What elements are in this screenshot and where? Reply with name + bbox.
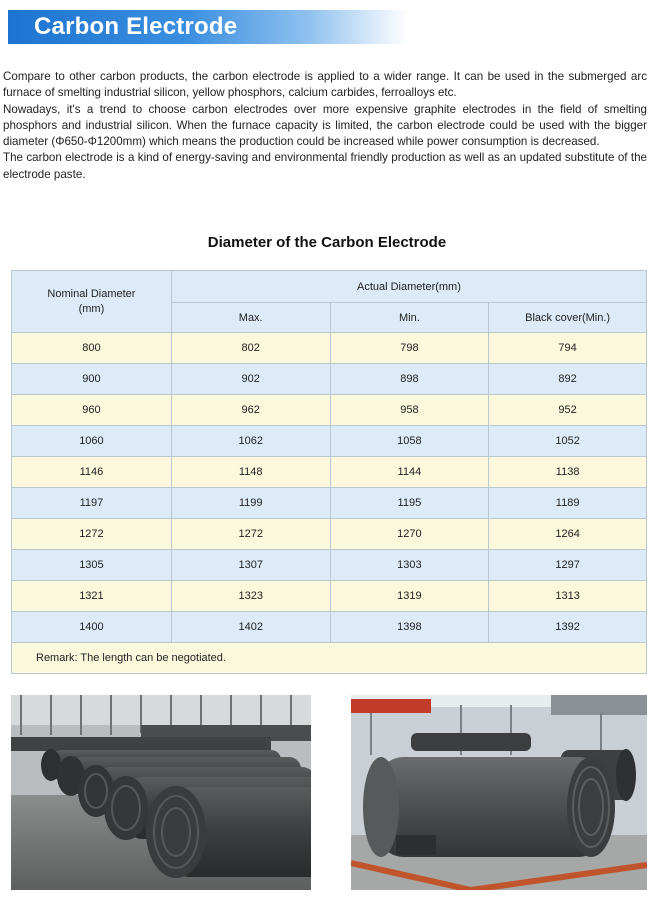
nominal-cell: 1305: [12, 550, 172, 581]
title-banner: [8, 10, 408, 44]
black-cover-cell: 1392: [489, 612, 647, 643]
nominal-cell: 1060: [12, 426, 172, 457]
nominal-diameter-header: [12, 271, 172, 333]
max-cell: 1307: [171, 550, 330, 581]
min-cell: 798: [330, 333, 489, 364]
max-cell: 1402: [171, 612, 330, 643]
min-cell: 1144: [330, 457, 489, 488]
max-cell: 1148: [171, 457, 330, 488]
max-cell: 962: [171, 395, 330, 426]
min-cell: 1319: [330, 581, 489, 612]
nominal-cell: 960: [12, 395, 172, 426]
black-cover-cell: 892: [489, 364, 647, 395]
nominal-cell: 1146: [12, 457, 172, 488]
min-cell: 1303: [330, 550, 489, 581]
table-row: [12, 457, 647, 488]
min-cell: 1398: [330, 612, 489, 643]
nominal-cell: 800: [12, 333, 172, 364]
remark-row: [12, 643, 647, 674]
table-row: [12, 519, 647, 550]
remark-text: Remark: The length can be negotiated.: [12, 643, 647, 674]
max-cell: 802: [171, 333, 330, 364]
intro-paragraph: The carbon electrode is a kind of energy-saving and environmental friendly production as well as an updated substitute of the electrode paste.: [3, 151, 647, 181]
nominal-cell: 1321: [12, 581, 172, 612]
nominal-diameter-header-text: Nominal Diameter (mm): [47, 287, 136, 315]
black-cover-cell: 1264: [489, 519, 647, 550]
min-cell: 1058: [330, 426, 489, 457]
nominal-cell: 900: [12, 364, 172, 395]
nominal-cell: 1272: [12, 519, 172, 550]
table-row: [12, 488, 647, 519]
actual-diameter-header: Actual Diameter(mm): [171, 271, 646, 303]
table-row: [12, 426, 647, 457]
table-row: [12, 550, 647, 581]
electrode-photo-left: [11, 695, 311, 890]
black-cover-cell: 1189: [489, 488, 647, 519]
min-cell: 898: [330, 364, 489, 395]
black-cover-cell: 1297: [489, 550, 647, 581]
max-cell: 1272: [171, 519, 330, 550]
table-row: [12, 364, 647, 395]
max-cell: 1199: [171, 488, 330, 519]
max-cell: 902: [171, 364, 330, 395]
electrode-photo-right: [351, 695, 647, 890]
nominal-cell: 1197: [12, 488, 172, 519]
intro-paragraph: Nowadays, it's a trend to choose carbon electrodes over more expensive graphite electrodes in the field of smelting phosphors and industrial silicon. When the furnace capacity is limited, the carbon electrode could be used with the bigger diameter (Φ650-Φ1200mm) which means the production could be increased while power consumption is decreased.: [3, 102, 647, 149]
min-cell: 1270: [330, 519, 489, 550]
min-header: Min.: [330, 303, 489, 333]
black-cover-cell: 794: [489, 333, 647, 364]
table-row: [12, 612, 647, 643]
page-title: Carbon Electrode: [34, 13, 238, 40]
max-cell: 1062: [171, 426, 330, 457]
min-cell: 1195: [330, 488, 489, 519]
min-cell: 958: [330, 395, 489, 426]
table-row: [12, 581, 647, 612]
black-cover-cell: 952: [489, 395, 647, 426]
black-cover-cell: 1138: [489, 457, 647, 488]
intro-paragraph: Compare to other carbon products, the carbon electrode is applied to a wider range. It can be used in the submerged arc furnace of smelting industrial silicon, yellow phosphors, calcium carbides, ferroalloys etc.: [3, 70, 647, 100]
diameter-table: [11, 270, 647, 674]
max-header: Max.: [171, 303, 330, 333]
black-cover-cell: 1052: [489, 426, 647, 457]
black-cover-header: Black cover(Min.): [489, 303, 647, 333]
table-title: Diameter of the Carbon Electrode: [207, 234, 447, 251]
nominal-cell: 1400: [12, 612, 172, 643]
table-row: [12, 395, 647, 426]
table-row: [12, 333, 647, 364]
max-cell: 1323: [171, 581, 330, 612]
intro-text: [3, 69, 647, 183]
black-cover-cell: 1313: [489, 581, 647, 612]
